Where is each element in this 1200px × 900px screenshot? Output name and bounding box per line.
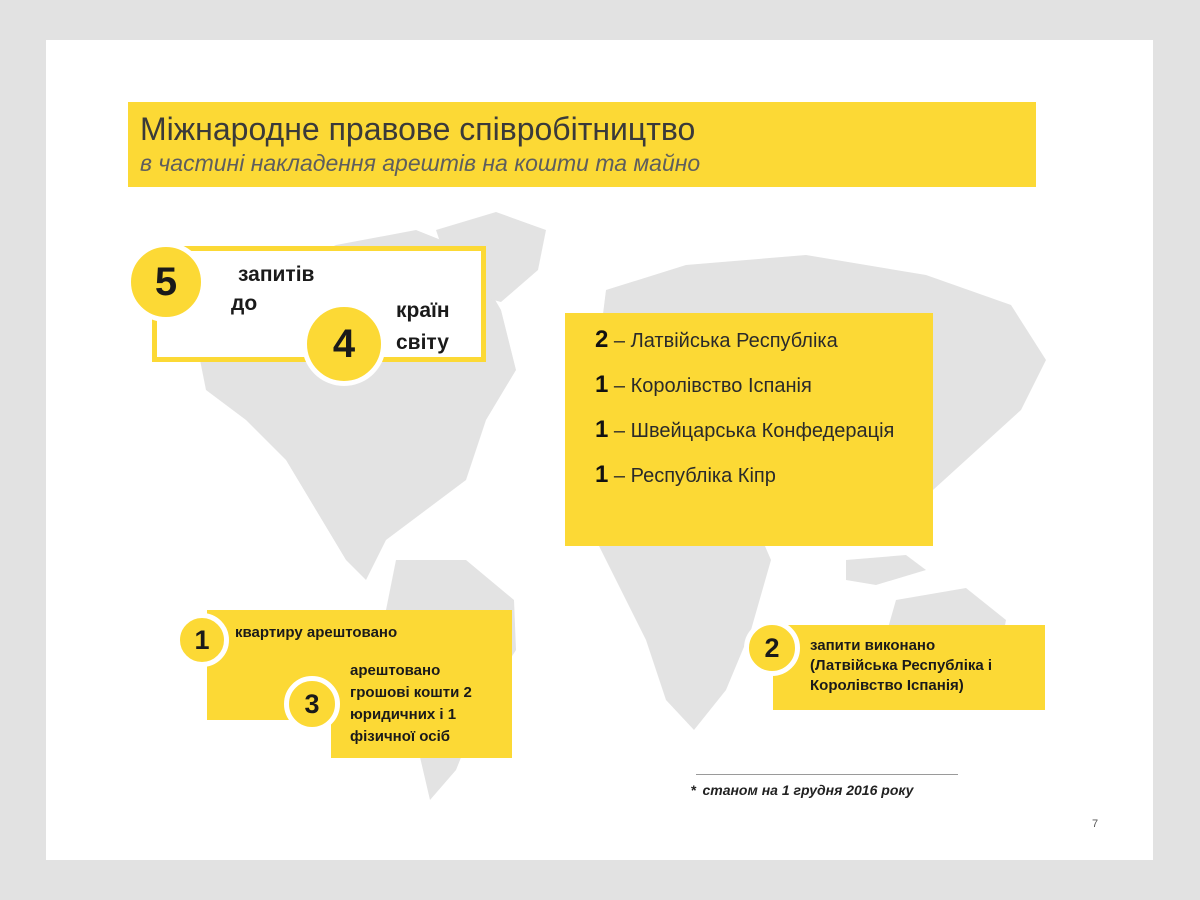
page-title: Міжнародне правове співробітництво — [140, 111, 696, 147]
footnote — [691, 782, 913, 798]
countries-count-circle: 4 — [302, 302, 386, 386]
executed-text: запити виконано (Латвійська Республіка і Королівство Іспанія) — [810, 637, 993, 694]
funds-count-circle: 3 — [284, 676, 340, 732]
apartment-text: квартиру арештовано — [235, 624, 398, 641]
countries-label-line1: країн — [396, 299, 450, 322]
requests-label-line2: до — [231, 292, 258, 315]
apartment-count-circle: 1 — [175, 613, 229, 667]
executed-count-circle: 2 — [744, 620, 800, 676]
funds-text: арештовано грошові кошти 2 юридичних і 1 фізичної осіб — [350, 662, 472, 745]
page-number: 7 — [1092, 818, 1099, 830]
asterisk-icon: * — [691, 782, 697, 798]
map-indonesia — [846, 555, 926, 585]
footnote-divider — [696, 774, 958, 775]
requests-count-circle: 5 — [126, 242, 206, 322]
countries-list — [565, 313, 933, 546]
country-row: 1 – Республіка Кіпр — [595, 461, 776, 488]
country-row: 1 – Королівство Іспанія — [595, 371, 812, 398]
page-subtitle: в частині накладення арештів на кошти та майно — [140, 150, 701, 176]
country-row: 1 – Швейцарська Конфедерація — [595, 416, 895, 443]
footnote-text: станом на 1 грудня 2016 року — [702, 782, 914, 798]
requests-label-line1: запитів — [238, 263, 315, 286]
slide — [46, 40, 1153, 860]
title-box — [128, 102, 1036, 187]
countries-label-line2: світу — [396, 331, 449, 354]
country-row: 2 – Латвійська Республіка — [595, 326, 838, 353]
